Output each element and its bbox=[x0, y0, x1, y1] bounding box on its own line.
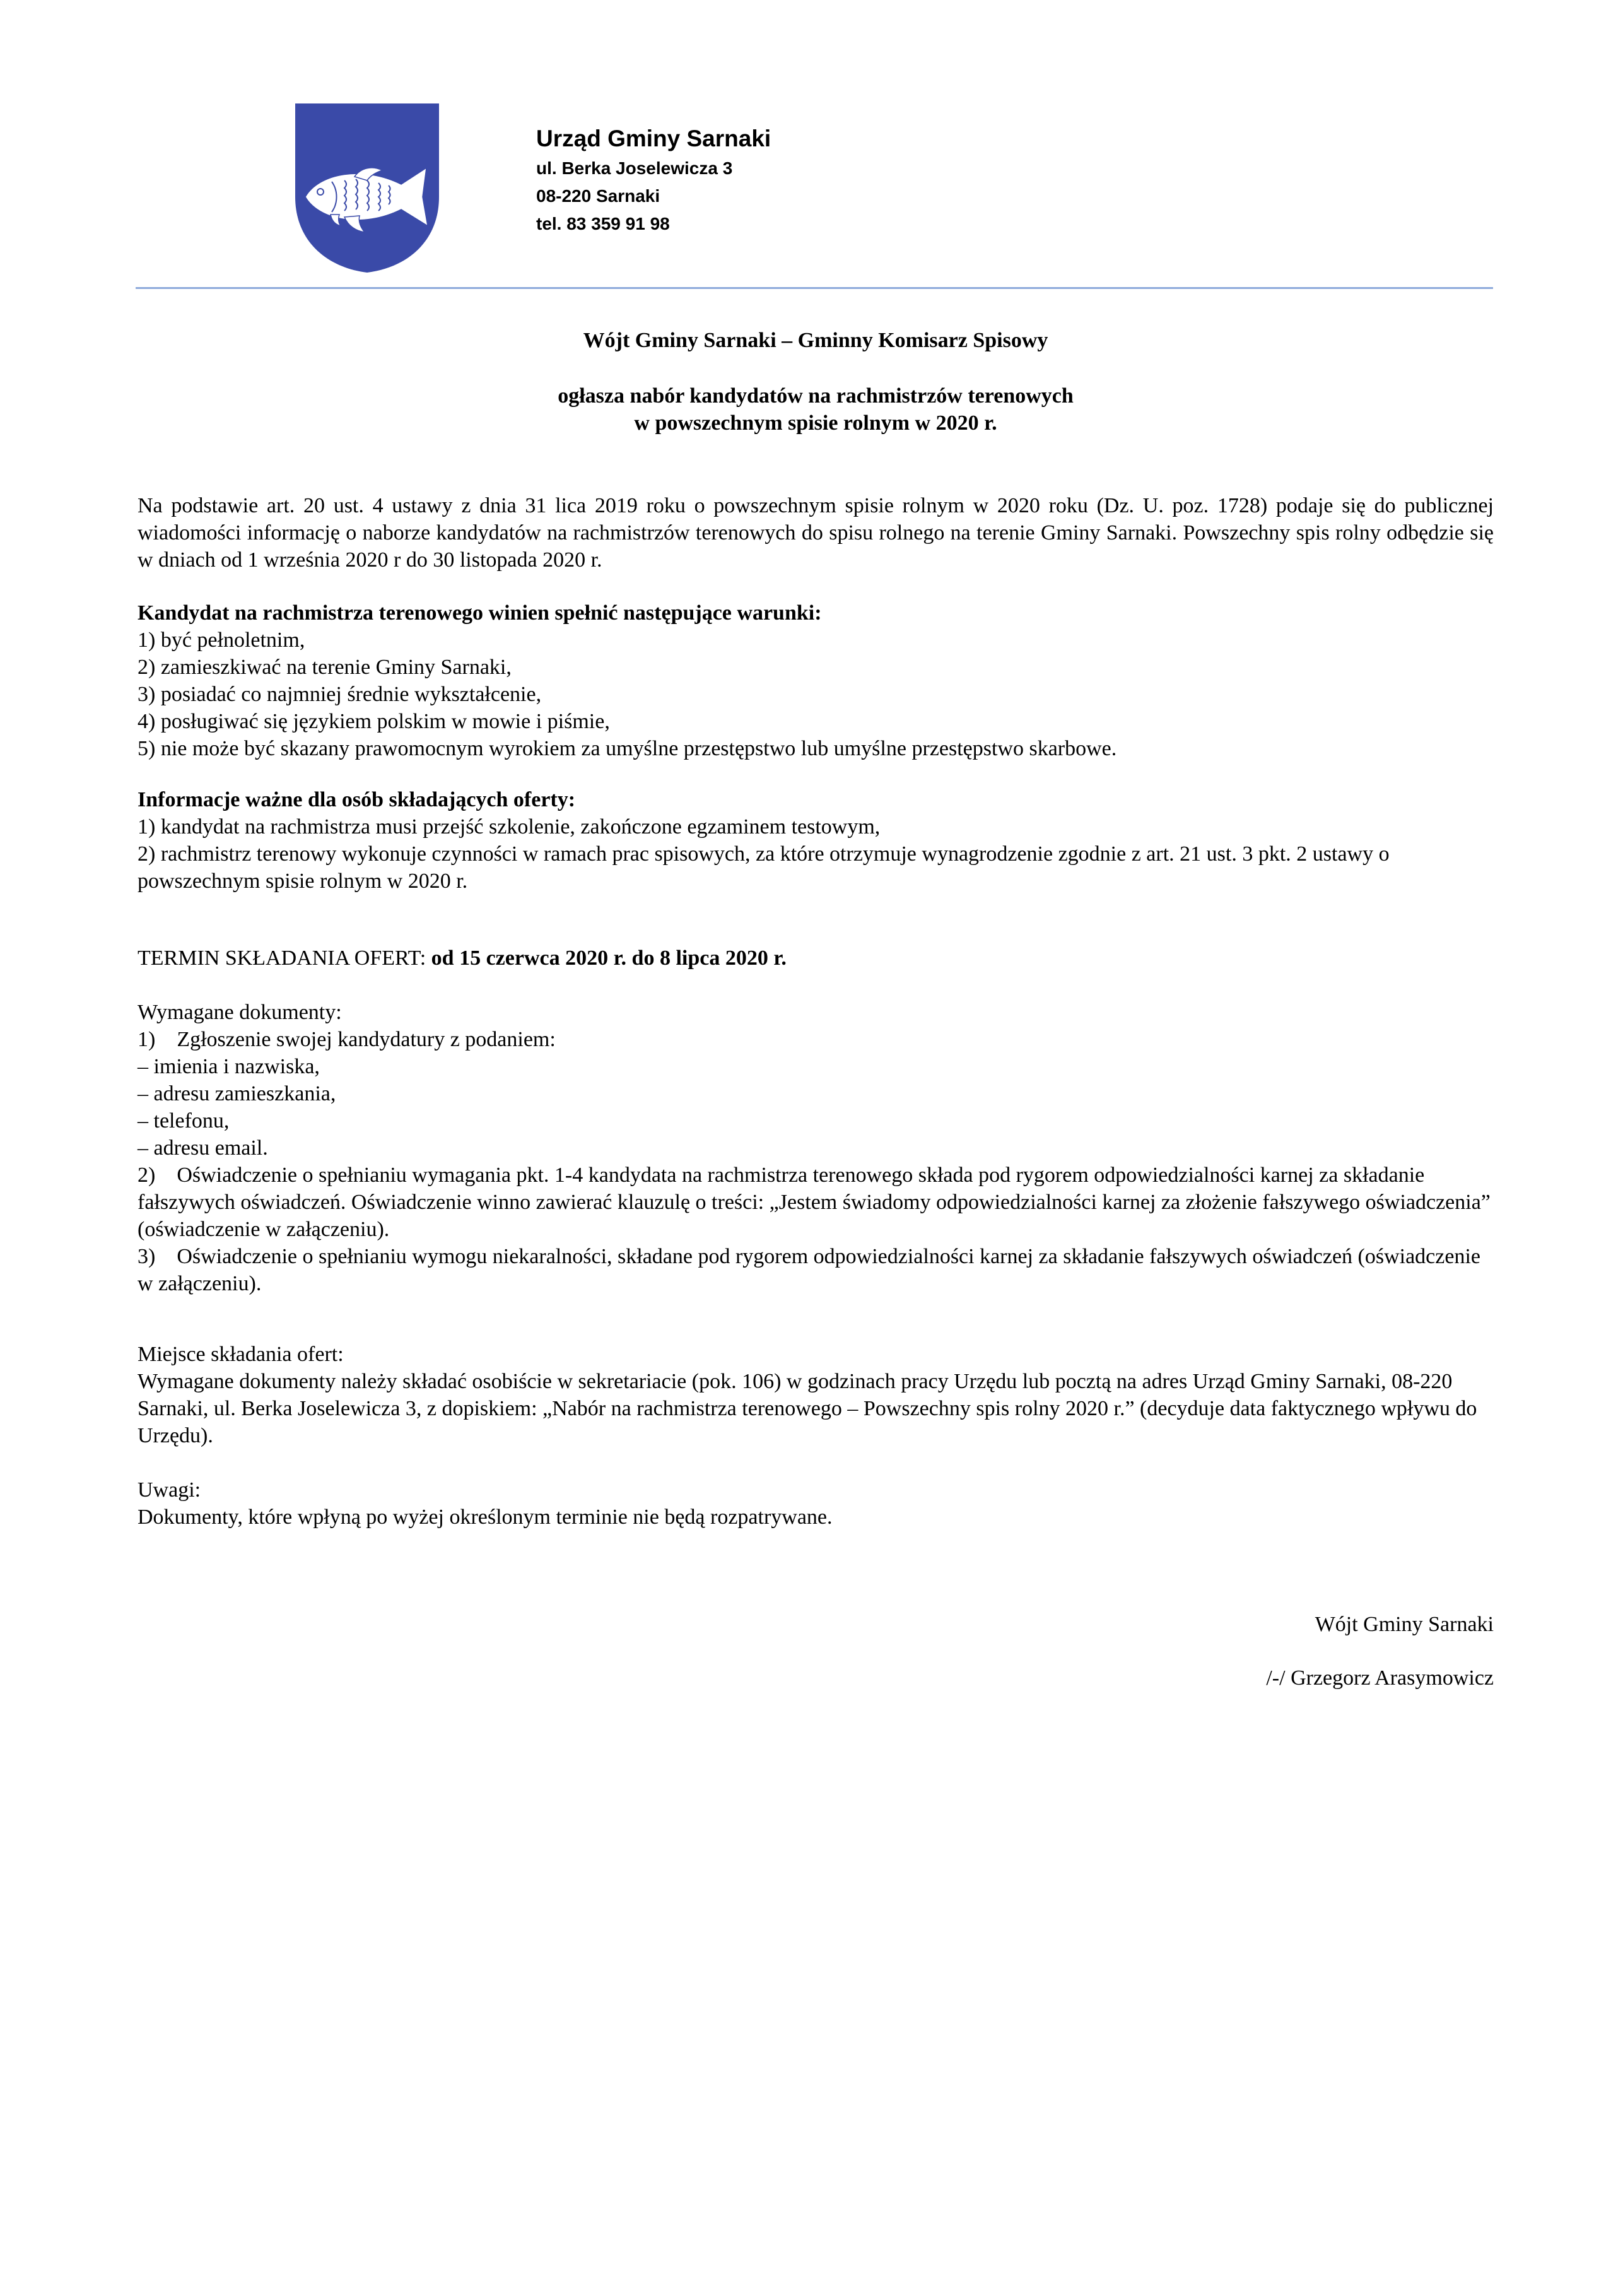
municipal-crest-icon bbox=[294, 102, 440, 274]
office-info bbox=[536, 123, 771, 238]
requirements-section bbox=[138, 599, 1494, 762]
requirements-heading: Kandydat na rachmistrza terenowego winien spełnić następujące warunki: bbox=[138, 601, 822, 625]
title-line3: w powszechnym spisie rolnym w 2020 r. bbox=[634, 411, 997, 435]
list-item: 5) nie może być skazany prawomocnym wyrokiem za umyślne przestępstwo lub umyślne przestępstwo skarbowe. bbox=[138, 737, 1117, 760]
office-city: 08-220 Sarnaki bbox=[536, 186, 660, 206]
list-item: 1) być pełnoletnim, bbox=[138, 628, 305, 652]
list-item: – adresu email. bbox=[138, 1136, 268, 1160]
signature-name: /-/ Grzegorz Arasymowicz bbox=[1266, 1666, 1494, 1690]
info-heading: Informacje ważne dla osób składających oferty: bbox=[138, 788, 576, 811]
title-line1: Wójt Gminy Sarnaki – Gminny Komisarz Spisowy bbox=[583, 329, 1048, 352]
documents-section bbox=[138, 999, 1494, 1297]
notes-heading: Uwagi: bbox=[138, 1478, 201, 1502]
info-section bbox=[138, 786, 1494, 895]
intro-paragraph: Na podstawie art. 20 ust. 4 ustawy z dnia 31 lica 2019 roku o powszechnym spisie rolnym w 2020 roku (Dz. U. poz. 1728) podaje się do publicznej wiadomości informację o naborze kandydatów na rachmistrzów terenowych do spisu rolnego na terenie Gminy Sarnaki. Powszechny spis rolny odbędzie się w dniach od 1 września 2020 r do 30 listopada 2020 r. bbox=[138, 494, 1494, 572]
place-section bbox=[138, 1341, 1494, 1449]
list-item: – imienia i nazwiska, bbox=[138, 1055, 320, 1078]
place-text: Wymagane dokumenty należy składać osobiście w sekretariacie (pok. 106) w godzinach pracy Urzędu lub pocztą na adres Urząd Gminy Sarnaki, 08-220 Sarnaki, ul. Berka Joselewicza 3, z dopiskiem: „Nabór na rachmistrza terenowego – Powszechny spis rolny 2020 r.” (decyduje data faktycznego wpływu do Urzędu). bbox=[138, 1370, 1477, 1447]
office-street: ul. Berka Joselewicza 3 bbox=[536, 158, 733, 178]
deadline-line bbox=[138, 945, 1494, 972]
notes-section bbox=[138, 1476, 1494, 1531]
list-item: 3) Oświadczenie o spełnianiu wymogu niekaralności, składane pod rygorem odpowiedzialności karnej za składanie fałszywych oświadczeń (oświadczenie w załączeniu). bbox=[138, 1245, 1486, 1295]
title-line2: ogłasza nabór kandydatów na rachmistrzów terenowych bbox=[558, 384, 1074, 408]
deadline-label: TERMIN SKŁADANIA OFERT: bbox=[138, 946, 431, 970]
documents-heading: Wymagane dokumenty: bbox=[138, 1001, 342, 1024]
list-item: 4) posługiwać się językiem polskim w mowie i piśmie, bbox=[138, 710, 610, 733]
list-item: 1) Zgłoszenie swojej kandydatury z podaniem: bbox=[138, 1028, 556, 1051]
header-divider bbox=[136, 287, 1493, 289]
list-item: – adresu zamieszkania, bbox=[138, 1082, 336, 1105]
list-item: 3) posiadać co najmniej średnie wykształcenie, bbox=[138, 683, 542, 706]
list-item: – telefonu, bbox=[138, 1109, 230, 1133]
notes-text: Dokumenty, które wpłyną po wyżej określonym terminie nie będą rozpatrywane. bbox=[138, 1505, 833, 1529]
office-name: Urząd Gminy Sarnaki bbox=[536, 126, 771, 151]
office-phone: tel. 83 359 91 98 bbox=[536, 214, 670, 233]
signature-title: Wójt Gminy Sarnaki bbox=[1315, 1613, 1494, 1636]
list-item: 1) kandydat na rachmistrza musi przejść szkolenie, zakończone egzaminem testowym, bbox=[138, 815, 881, 839]
place-heading: Miejsce składania ofert: bbox=[138, 1343, 344, 1366]
list-item: 2) zamieszkiwać na terenie Gminy Sarnaki, bbox=[138, 656, 512, 679]
list-item: 2) Oświadczenie o spełnianiu wymagania pkt. 1-4 kandydata na rachmistrza terenowego składa pod rygorem odpowiedzialności karnej za składanie fałszywych oświadczeń. Oświadczenie winno zawierać klauzulę o treści: „Jestem świadomy odpowiedzialności karnej za złożenie fałszywego oświadczenia” (oświadczenie w załączeniu). bbox=[138, 1163, 1496, 1241]
deadline-value: od 15 czerwca 2020 r. do 8 lipca 2020 r. bbox=[431, 946, 787, 970]
list-item: 2) rachmistrz terenowy wykonuje czynności w ramach prac spisowych, za które otrzymuje wynagrodzenie zgodnie z art. 21 ust. 3 pkt. 2 ustawy o powszechnym spisie rolnym w 2020 r. bbox=[138, 842, 1390, 893]
